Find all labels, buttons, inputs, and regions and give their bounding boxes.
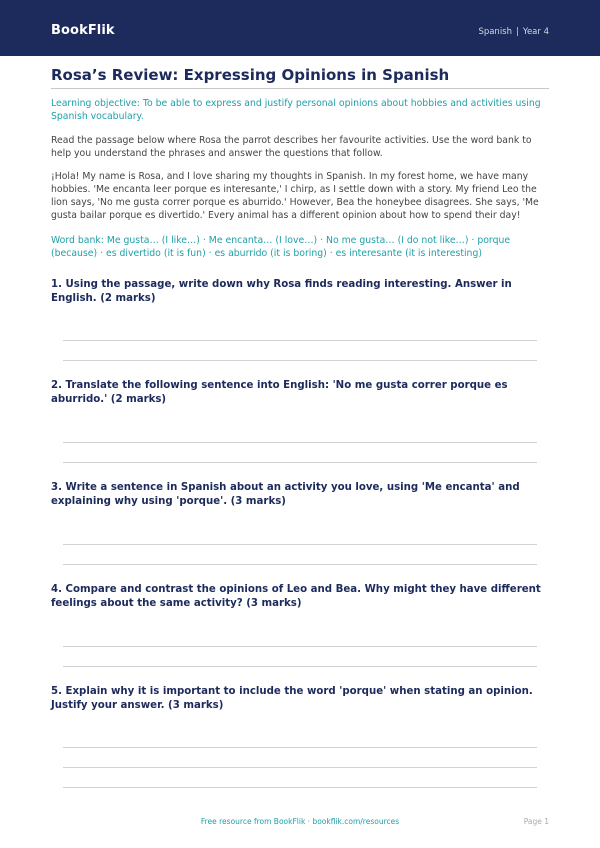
answer-line[interactable]: [63, 646, 537, 647]
year-label: Year 4: [522, 27, 549, 37]
answer-line[interactable]: [63, 360, 537, 361]
instructions-text: Read the passage below where Rosa the parrot describes her favourite activities. Use the word bank to help you understand the phrases and answer the questions that follow.: [51, 135, 532, 159]
title-divider: [51, 88, 549, 89]
meta-separator: |: [516, 27, 519, 37]
learning-objective: Learning objective: To be able to express and justify personal opinions about hobbies and activities using Spanish vocabulary.: [51, 98, 541, 122]
question-2: 2. Translate the following sentence into English: 'No me gusta correr porque es aburrido.' (2 marks): [51, 380, 508, 405]
header-bar: [0, 0, 600, 56]
answer-line[interactable]: [63, 767, 537, 768]
word-bank: Word bank: Me gusta… (I like…) · Me encanta… (I love…) · No me gusta… (I do not like…) · porque (because) · es divertido (it is fun) · es aburrido (it is boring) · es interesante (it is interesting): [51, 235, 511, 259]
answer-line[interactable]: [63, 787, 537, 788]
page-title: Rosa’s Review: Expressing Opinions in Spanish: [51, 66, 450, 84]
footer-credit: Free resource from BookFlik · bookflik.com/resources: [200, 817, 400, 826]
reading-passage: ¡Hola! My name is Rosa, and I love sharing my thoughts in Spanish. In my forest home, we have many hobbies. 'Me encanta leer porque es interesante,' I chirp, as I settle down with a story. My friend Leo the lion says, 'No me gusta correr porque es aburrido.' However, Bea the honeybee disagrees. She says, 'Me gusta bailar porque es divertido.' Every animal has a different opinion about how to spend their day!: [51, 171, 539, 221]
answer-line[interactable]: [63, 462, 537, 463]
question-5: 5. Explain why it is important to include the word 'porque' when stating an opinion. Justify your answer. (3 marks): [51, 686, 533, 711]
question-1: 1. Using the passage, write down why Rosa finds reading interesting. Answer in English. (2 marks): [51, 279, 512, 304]
page-number: Page 1: [523, 817, 549, 826]
answer-line[interactable]: [63, 544, 537, 545]
answer-line[interactable]: [63, 747, 537, 748]
answer-line[interactable]: [63, 340, 537, 341]
subject-label: Spanish: [478, 27, 513, 37]
subject-year-label: [478, 27, 549, 37]
brand-logo-text[interactable]: BookFlik: [51, 23, 115, 38]
answer-line[interactable]: [63, 666, 537, 667]
question-4: 4. Compare and contrast the opinions of Leo and Bea. Why might they have different feelings about the same activity? (3 marks): [51, 584, 541, 609]
answer-line[interactable]: [63, 564, 537, 565]
answer-line[interactable]: [63, 442, 537, 443]
question-3: 3. Write a sentence in Spanish about an activity you love, using 'Me encanta' and explaining why using 'porque'. (3 marks): [51, 482, 520, 507]
